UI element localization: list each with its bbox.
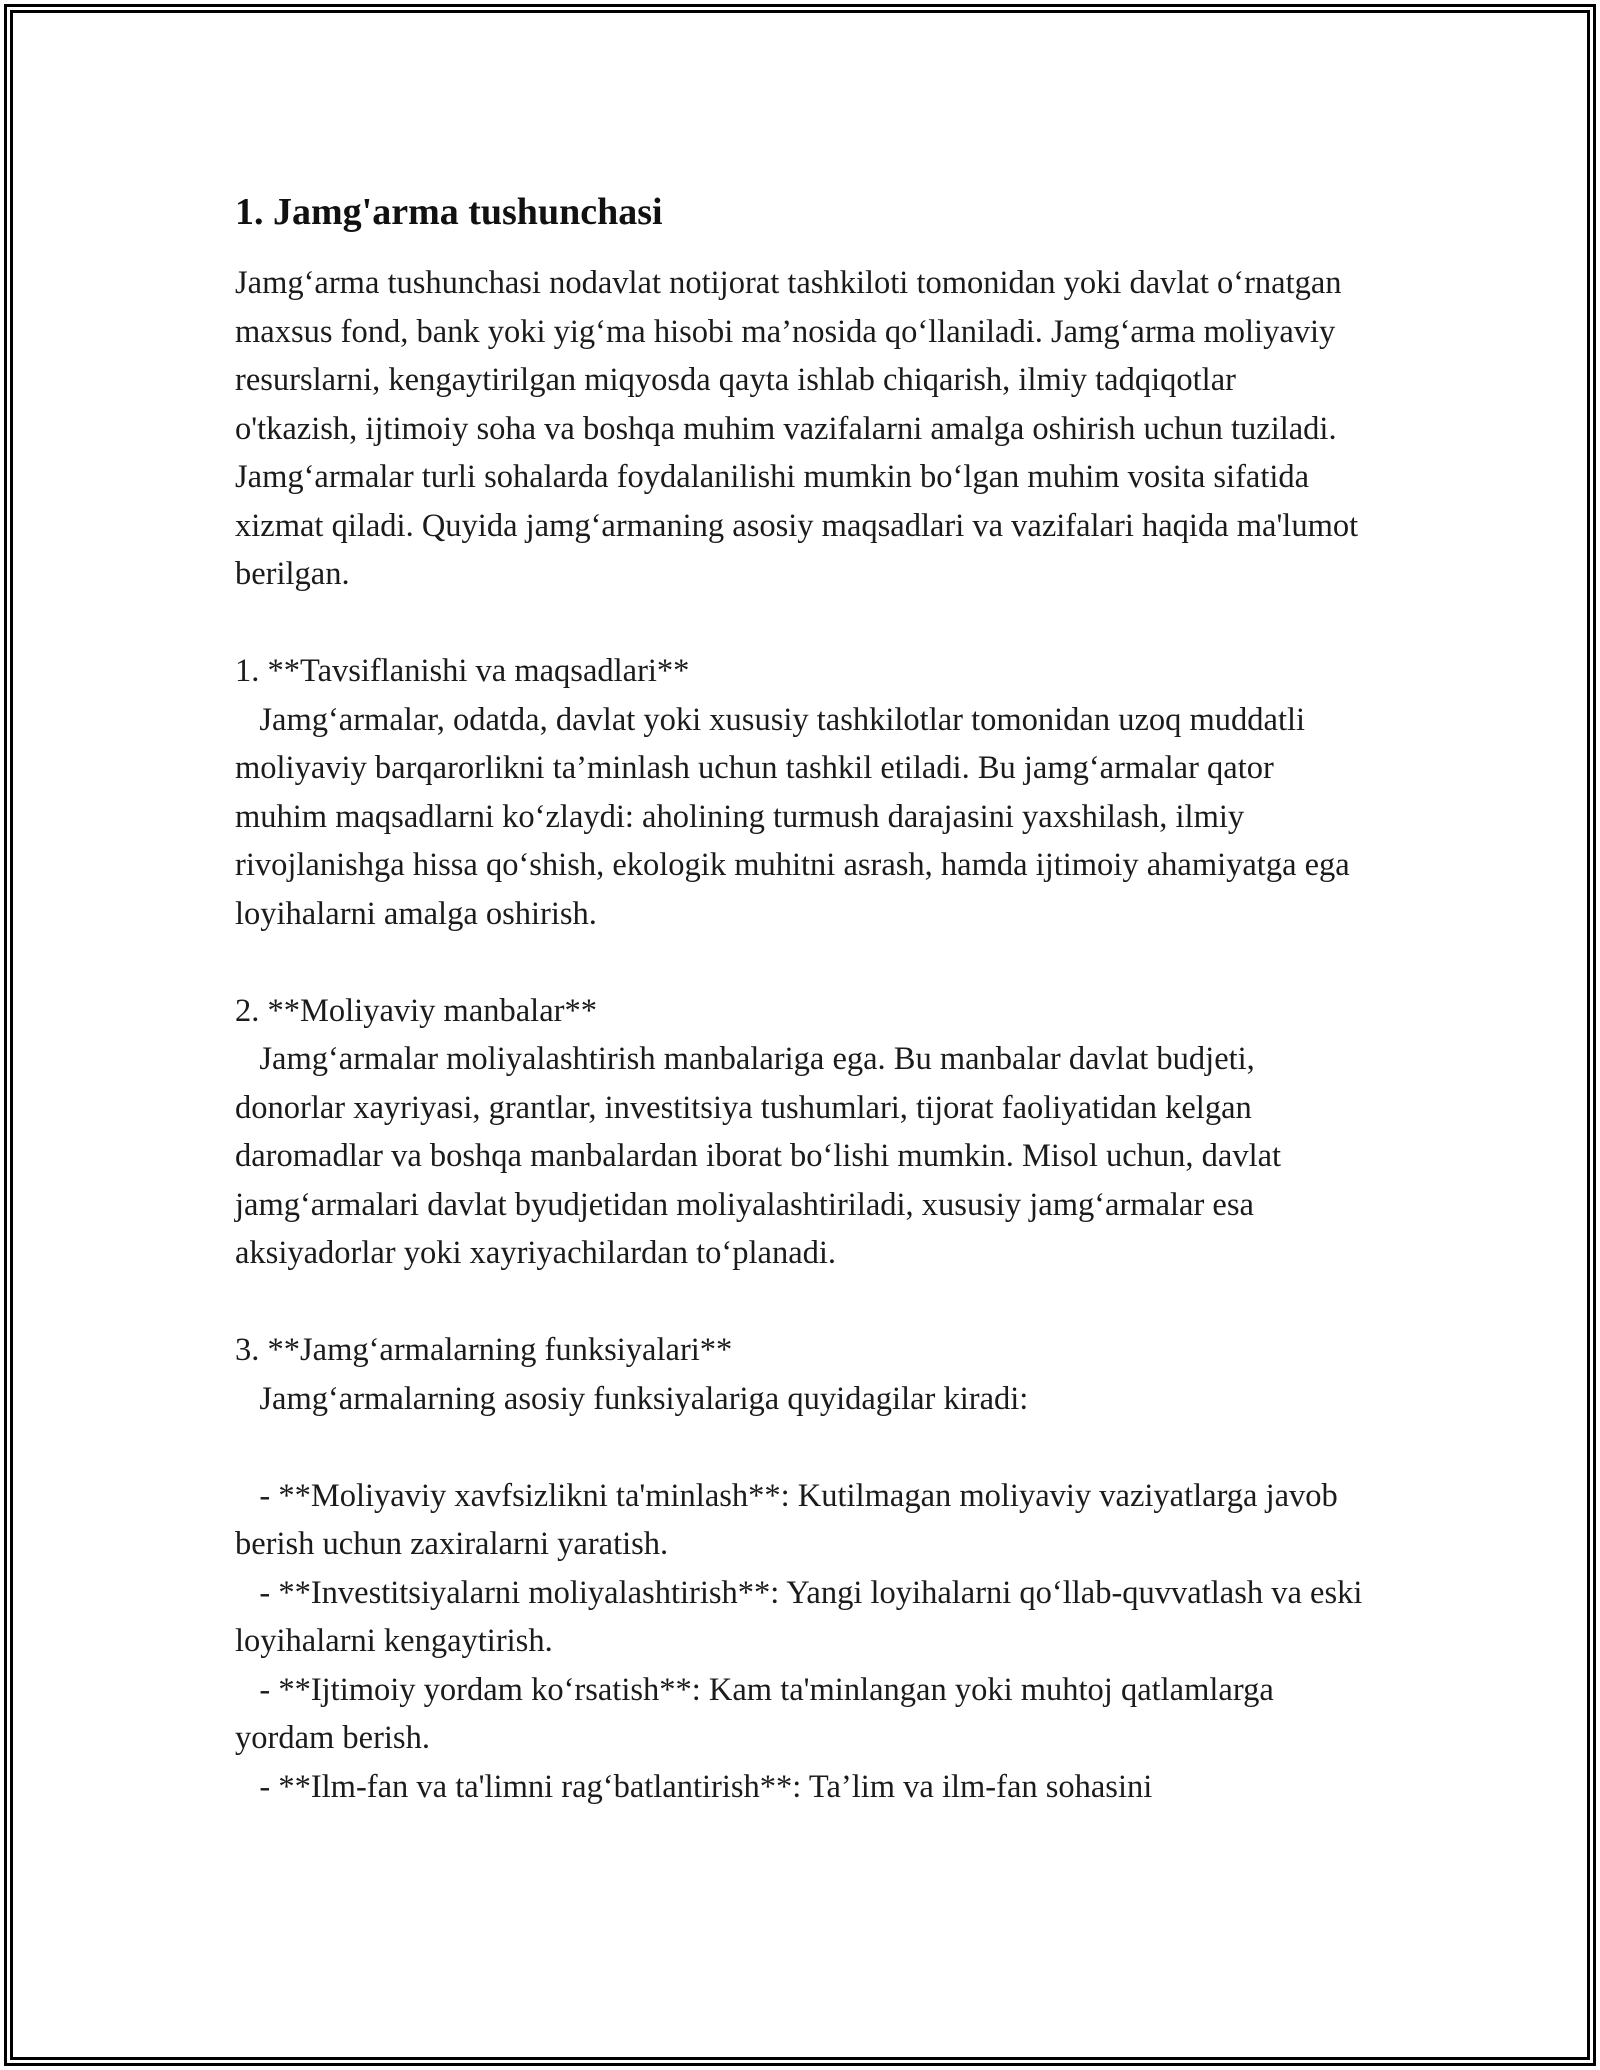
document-title: 1. Jamg'arma tushunchasi: [235, 191, 663, 233]
document-body: Jamg‘arma tushunchasi nodavlat notijorat tashkiloti tomonidan yoki davlat o‘rnatgan maxsus fond, bank yoki yig‘ma hisobi ma’nosida qo‘llaniladi. Jamg‘arma moliyaviy resurslarni, kengaytirilgan miqyosda qayta ishlab chiqarish, ilmiy tadqiqotlar o'tkazish, ijtimoiy soha va boshqa muhim vazifalarni amalga oshirish uchun tuziladi. Jamg‘armalar turli sohalarda foydalanilishi mumkin bo‘lgan muhim vosita sifatida xizmat qiladi. Quyida jamg‘armaning asosiy maqsadlari va vazifalari haqida ma'lumot berilgan. 1. **Tavsiflanishi va maqsadlari** Jamg‘armalar, odatda, davlat yoki xususiy tashkilotlar tomonidan uzoq muddatli moliyaviy barqarorlikni ta’minlash uchun tashkil etiladi. Bu jamg‘armalar qator muhim maqsadlarni ko‘zlaydi: aholining turmush darajasini yaxshilash, ilmiy rivojlanishga hissa qo‘shish, ekologik muhitni asrash, hamda ijtimoiy ahamiyatga ega loyihalarni amalga oshirish. 2. **Moliyaviy manbalar** Jamg‘armalar moliyalashtirish manbalariga ega. Bu manbalar davlat budjeti, donorlar xayriyasi, grantlar, investitsiya tushumlari, tijorat faoliyatidan kelgan daromadlar va boshqa manbalardan iborat bo‘lishi mumkin. Misol uchun, davlat jamg‘armalari davlat byudjetidan moliyalashtiriladi, xususiy jamg‘armalar esa aksiyadorlar yoki xayriyachilardan to‘planadi. 3. **Jamg‘armalarning funksiyalari** Jamg‘armalarning asosiy funksiyalariga quyidagilar kiradi: - **Moliyaviy xavfsizlikni ta'minlash**: Kutilmagan moliyaviy vaziyatlarga javob berish uchun zaxiralarni yaratish. - **Investitsiyalarni moliyalashtirish**: Yangi loyihalarni qo‘llab-quvvatlash va eski loyihalarni kengaytirish. - **Ijtimoiy yordam ko‘rsatish**: Kam ta'minlangan yoki muhtoj qatlamlarga yordam berish. - **Ilm-fan va ta'limni rag‘batlantirish**: Ta’lim va ilm-fan sohasini: [235, 265, 1363, 1805]
document-content: [235, 188, 1365, 1811]
